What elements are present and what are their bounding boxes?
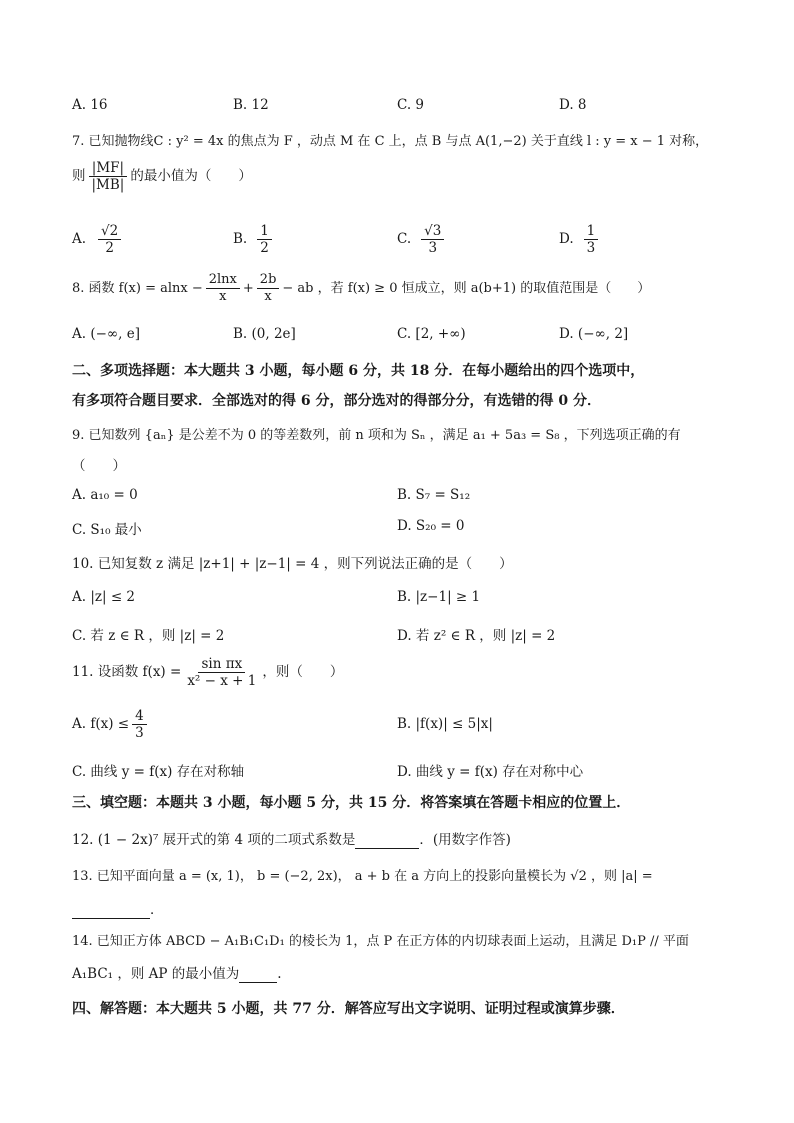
q9-stem: 9. 已知数列 {aₙ} 是公差不为 0 的等差数列，前 n 项和为 Sₙ ，满足 a₁ + 5a₃ = S₈ ，下列选项正确的有 xyxy=(72,428,681,443)
q11-stem-post: ，则（ ） xyxy=(262,664,344,680)
q11-option-c: C. 曲线 y = f(x) 存在对称轴 xyxy=(72,764,245,780)
q8-frac1 xyxy=(206,272,240,305)
section-2-heading-line2: 有多项符合题目要求．全部选对的得 6 分，部分选对的得部分分，有选错的得 0 分． xyxy=(72,393,601,409)
q7-a-num: √2 xyxy=(98,223,121,240)
q7-c-den: 3 xyxy=(428,240,438,256)
q7-stem2-post: 的最小值为（ ） xyxy=(130,168,252,184)
section-4-heading: 四、解答题：本大题共 5 小题，共 77 分．解答应写出文字说明、证明过程或演算步骤． xyxy=(72,1001,625,1017)
section-2-heading-line1: 二、多项选择题：本大题共 3 小题，每小题 6 分，共 18 分．在每小题给出的四个选项中， xyxy=(72,363,645,379)
q14-stem-line1: 14. 已知正方体 ABCD − A₁B₁C₁D₁ 的棱长为 1，点 P 在正方体的内切球表面上运动，且满足 D₁P // 平面 xyxy=(72,934,689,949)
q7-d-den: 3 xyxy=(586,240,596,256)
q7-b-label: B. xyxy=(233,231,248,247)
q7-a-den: 2 xyxy=(105,240,114,256)
q10-option-a: A. |z| ≤ 2 xyxy=(72,589,136,605)
q12-stem-pre: 12. (1 − 2x)⁷ 展开式的第 4 项的二项式系数是 xyxy=(72,832,356,848)
q7-b-num: 1 xyxy=(257,223,272,240)
q8-frac2-num: 2b xyxy=(257,272,280,289)
q6-option-d: D. 8 xyxy=(559,97,587,113)
q8-stem-pre: 8. 函数 f(x) = alnx − xyxy=(72,281,203,296)
q13-answer-blank xyxy=(72,902,150,919)
q7-fraction xyxy=(89,160,128,193)
q6-option-c: C. 9 xyxy=(397,97,425,113)
q11-a-num: 4 xyxy=(132,708,147,725)
q13-answer-line xyxy=(72,898,164,919)
q7-option-a xyxy=(72,223,124,256)
q11-a-pre: A. f(x) ≤ xyxy=(72,716,130,732)
q6-option-a: A. 16 xyxy=(72,97,108,113)
q7-c-num: √3 xyxy=(421,223,444,240)
q7-a-frac xyxy=(98,223,121,256)
q7-option-b xyxy=(233,223,275,256)
q11-fraction xyxy=(184,656,259,689)
q14-stem-post: . xyxy=(277,966,282,982)
q7-stem2-pre: 则 xyxy=(72,168,86,184)
q8-plus: + xyxy=(242,281,254,296)
q9-option-a: A. a₁₀ = 0 xyxy=(72,487,138,503)
q8-frac2 xyxy=(257,272,280,305)
q9-option-b: B. S₇ = S₁₂ xyxy=(397,487,471,503)
q13-stem: 13. 已知平面向量 a = (x, 1)， b = (−2, 2x)， a + b 在 a 方向上的投影向量模长为 √2 ，则 |a| = xyxy=(72,869,653,884)
q6-option-b: B. 12 xyxy=(233,97,269,113)
q11-frac-den: x² − x + 1 xyxy=(187,673,257,689)
q10-option-d: D. 若 z² ∈ R ，则 |z| = 2 xyxy=(397,628,556,644)
q11-frac-num: sin πx xyxy=(198,656,245,673)
q9-option-c: C. S₁₀ 最小 xyxy=(72,522,142,538)
q7-option-c xyxy=(397,223,447,256)
q8-option-c: C. [2, +∞) xyxy=(397,326,466,342)
q8-option-a: A. (−∞, e] xyxy=(72,326,140,342)
q7-option-d xyxy=(559,223,601,256)
q13-end: ． xyxy=(150,902,164,918)
q12-answer-blank xyxy=(355,832,419,849)
q8-option-b: B. (0, 2e] xyxy=(233,326,296,342)
q8-option-d: D. (−∞, 2] xyxy=(559,326,629,342)
q14-stem-pre: A₁BC₁ ，则 AP 的最小值为 xyxy=(72,966,240,982)
q7-d-num: 1 xyxy=(584,223,599,240)
q7-b-den: 2 xyxy=(260,240,269,256)
q7-b-frac xyxy=(257,223,272,256)
q7-c-frac xyxy=(421,223,444,256)
q8-stem xyxy=(72,272,650,305)
q7-frac-num: |MF| xyxy=(89,160,127,177)
q14-stem-line2 xyxy=(72,962,282,983)
q11-option-d: D. 曲线 y = f(x) 存在对称中心 xyxy=(397,764,584,780)
q7-d-frac xyxy=(584,223,599,256)
q11-option-b: B. |f(x)| ≤ 5|x| xyxy=(397,716,493,732)
q8-frac2-den: x xyxy=(264,289,272,304)
q8-frac1-num: 2lnx xyxy=(206,272,240,289)
q11-option-a xyxy=(72,708,150,741)
q10-option-b: B. |z−1| ≥ 1 xyxy=(397,589,481,605)
q14-answer-blank xyxy=(239,966,277,983)
q7-frac-den: |MB| xyxy=(91,177,125,193)
q7-c-label: C. xyxy=(397,231,412,247)
q9-paren: （ ） xyxy=(72,458,126,474)
q10-option-c: C. 若 z ∈ R ，则 |z| = 2 xyxy=(72,628,225,644)
q7-stem: 7. 已知抛物线C : y² = 4x 的焦点为 F ，动点 M 在 C 上，点 B 与点 A(1,−2) 关于直线 l : y = x − 1 对称， xyxy=(72,134,709,149)
q12-stem xyxy=(72,828,511,849)
section-3-heading: 三、填空题：本题共 3 小题，每小题 5 分，共 15 分．将答案填在答题卡相应的位置上． xyxy=(72,795,631,811)
q11-stem-pre: 11. 设函数 f(x) = xyxy=(72,664,182,680)
q9-option-d: D. S₂₀ = 0 xyxy=(397,518,465,534)
q11-stem xyxy=(72,656,343,689)
q11-a-den: 3 xyxy=(135,725,144,741)
q12-stem-post: ．(用数字作答) xyxy=(419,832,511,848)
q7-a-label: A. xyxy=(72,231,87,247)
q7-d-label: D. xyxy=(559,231,574,247)
q10-stem: 10. 已知复数 z 满足 |z+1| + |z−1| = 4 ，则下列说法正确的是（ ） xyxy=(72,556,513,572)
q8-frac1-den: x xyxy=(219,289,227,304)
q8-stem-post: − ab ，若 f(x) ≥ 0 恒成立，则 a(b+1) 的取值范围是（ ） xyxy=(282,281,651,296)
q7-stem-line2 xyxy=(72,160,252,193)
q11-a-frac xyxy=(132,708,147,741)
